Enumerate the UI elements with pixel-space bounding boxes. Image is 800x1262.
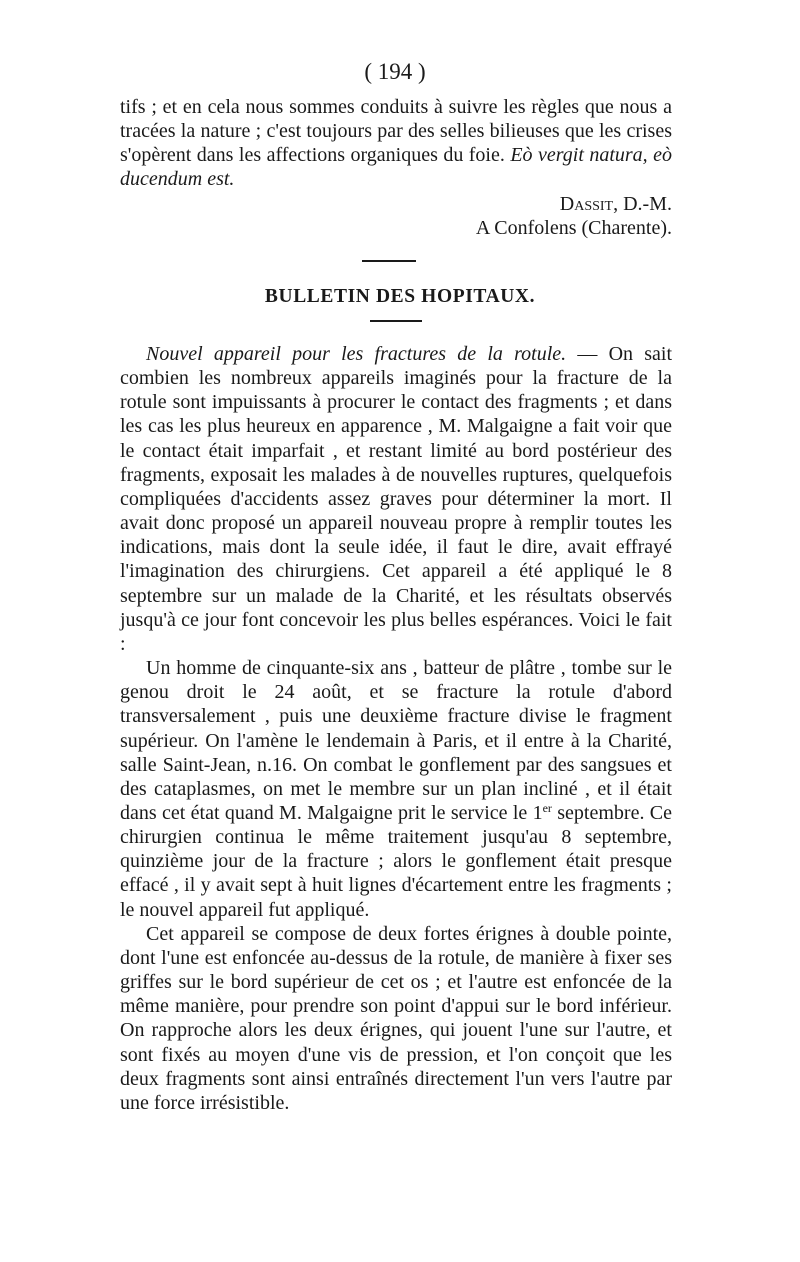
closing-text: tifs ; et en cela nous sommes conduits à suivre les règles que nous a tracées la nature ; c'est toujours par des selles bilieuses que les crises s'opèrent dans les affections organiques du foie. xyxy=(120,96,672,167)
case-text-part1: Un homme de cinquante-six ans , batteur de plâtre , tombe sur le genou droit le 24 août, et se fracture la rotule d'abord transversalement , puis une deuxième fracture divise le fragment supérieur. On l'amène le lendemain à Paris, et il entre à la Charité, salle Saint-Jean, n.16. On combat le gonflement par des sangsues et des cataplasmes, on met le membre sur un plan incliné , et il était dans cet état quand M. Malgaigne prit le service le 1 xyxy=(120,657,672,824)
article-heading: Nouvel appareil pour les fractures de la rotule. xyxy=(146,343,567,365)
closing-paragraph xyxy=(120,95,672,192)
author-name-rest: assit xyxy=(574,193,614,215)
latin-quote: Eò vergit natura, eò ducendum est. xyxy=(120,144,673,191)
description-paragraph: Cet appareil se compose de deux fortes érignes à double pointe, dont l'une est enfoncée au-dessus de la rotule, de manière à fixer ses griffes sur le bord supérieur de cet os ; et l'autre est enfoncée de la même manière, pour prendre son point d'appui sur le bord inférieur. On rapproche alors les deux érignes, qui jouent l'une sur l'autre, et sont fixés au moyen d'une vis de pression, et l'on conçoit que les deux fragments sont ainsi entraînés directement l'un vers l'autre par une force irrésistible. xyxy=(120,922,672,1114)
ornamental-divider xyxy=(362,260,416,262)
author-signature xyxy=(560,192,672,216)
article-intro xyxy=(120,342,672,656)
page-number: ( 194 ) xyxy=(364,59,426,84)
article-intro-text: — On sait combien les nombreux appareils imaginés pour la fracture de la rotule sont impuissants à procurer le contact des fragments ; et dans les cas les plus heureux en apparence , M. Malgaigne a fait voir que le contact était imparfait , et restant limité au bord postérieur des fragments, exposait les malades à de nouvelles ruptures, quelquefois compliquées d'accidents assez graves pour déterminer la mort. Il avait donc proposé un appareil nouveau propre à remplir toutes les indications, mais dont la seule idée, il faut le dire, avait effrayé l'imagination des chirurgiens. Cet appareil a été appliqué le 8 septembre sur un malade de la Charité, et les résultats observés jusqu'à ce jour font concevoir les plus belles espérances. Voici le fait : xyxy=(120,343,673,655)
author-location: A Confolens (Charente). xyxy=(475,217,672,239)
title-underline xyxy=(370,320,422,322)
author-name-initial: D xyxy=(559,193,575,215)
ordinal-superscript: er xyxy=(542,800,552,815)
section-title: BULLETIN DES HOPITAUX. xyxy=(264,286,536,307)
case-paragraph xyxy=(120,656,672,922)
case-text-part2: septembre. Ce chirurgien continua le même traitement jusqu'au 8 septembre, quinzième jour de la fracture ; alors le gonflement était presque effacé , il y avait sept à huit lignes d'écartement entre les fragments ; le nouvel appareil fut appliqué. xyxy=(120,801,673,921)
article-body xyxy=(120,342,672,1115)
closing-paragraph-text xyxy=(120,95,672,192)
author-degree: , D.-M. xyxy=(613,193,672,215)
